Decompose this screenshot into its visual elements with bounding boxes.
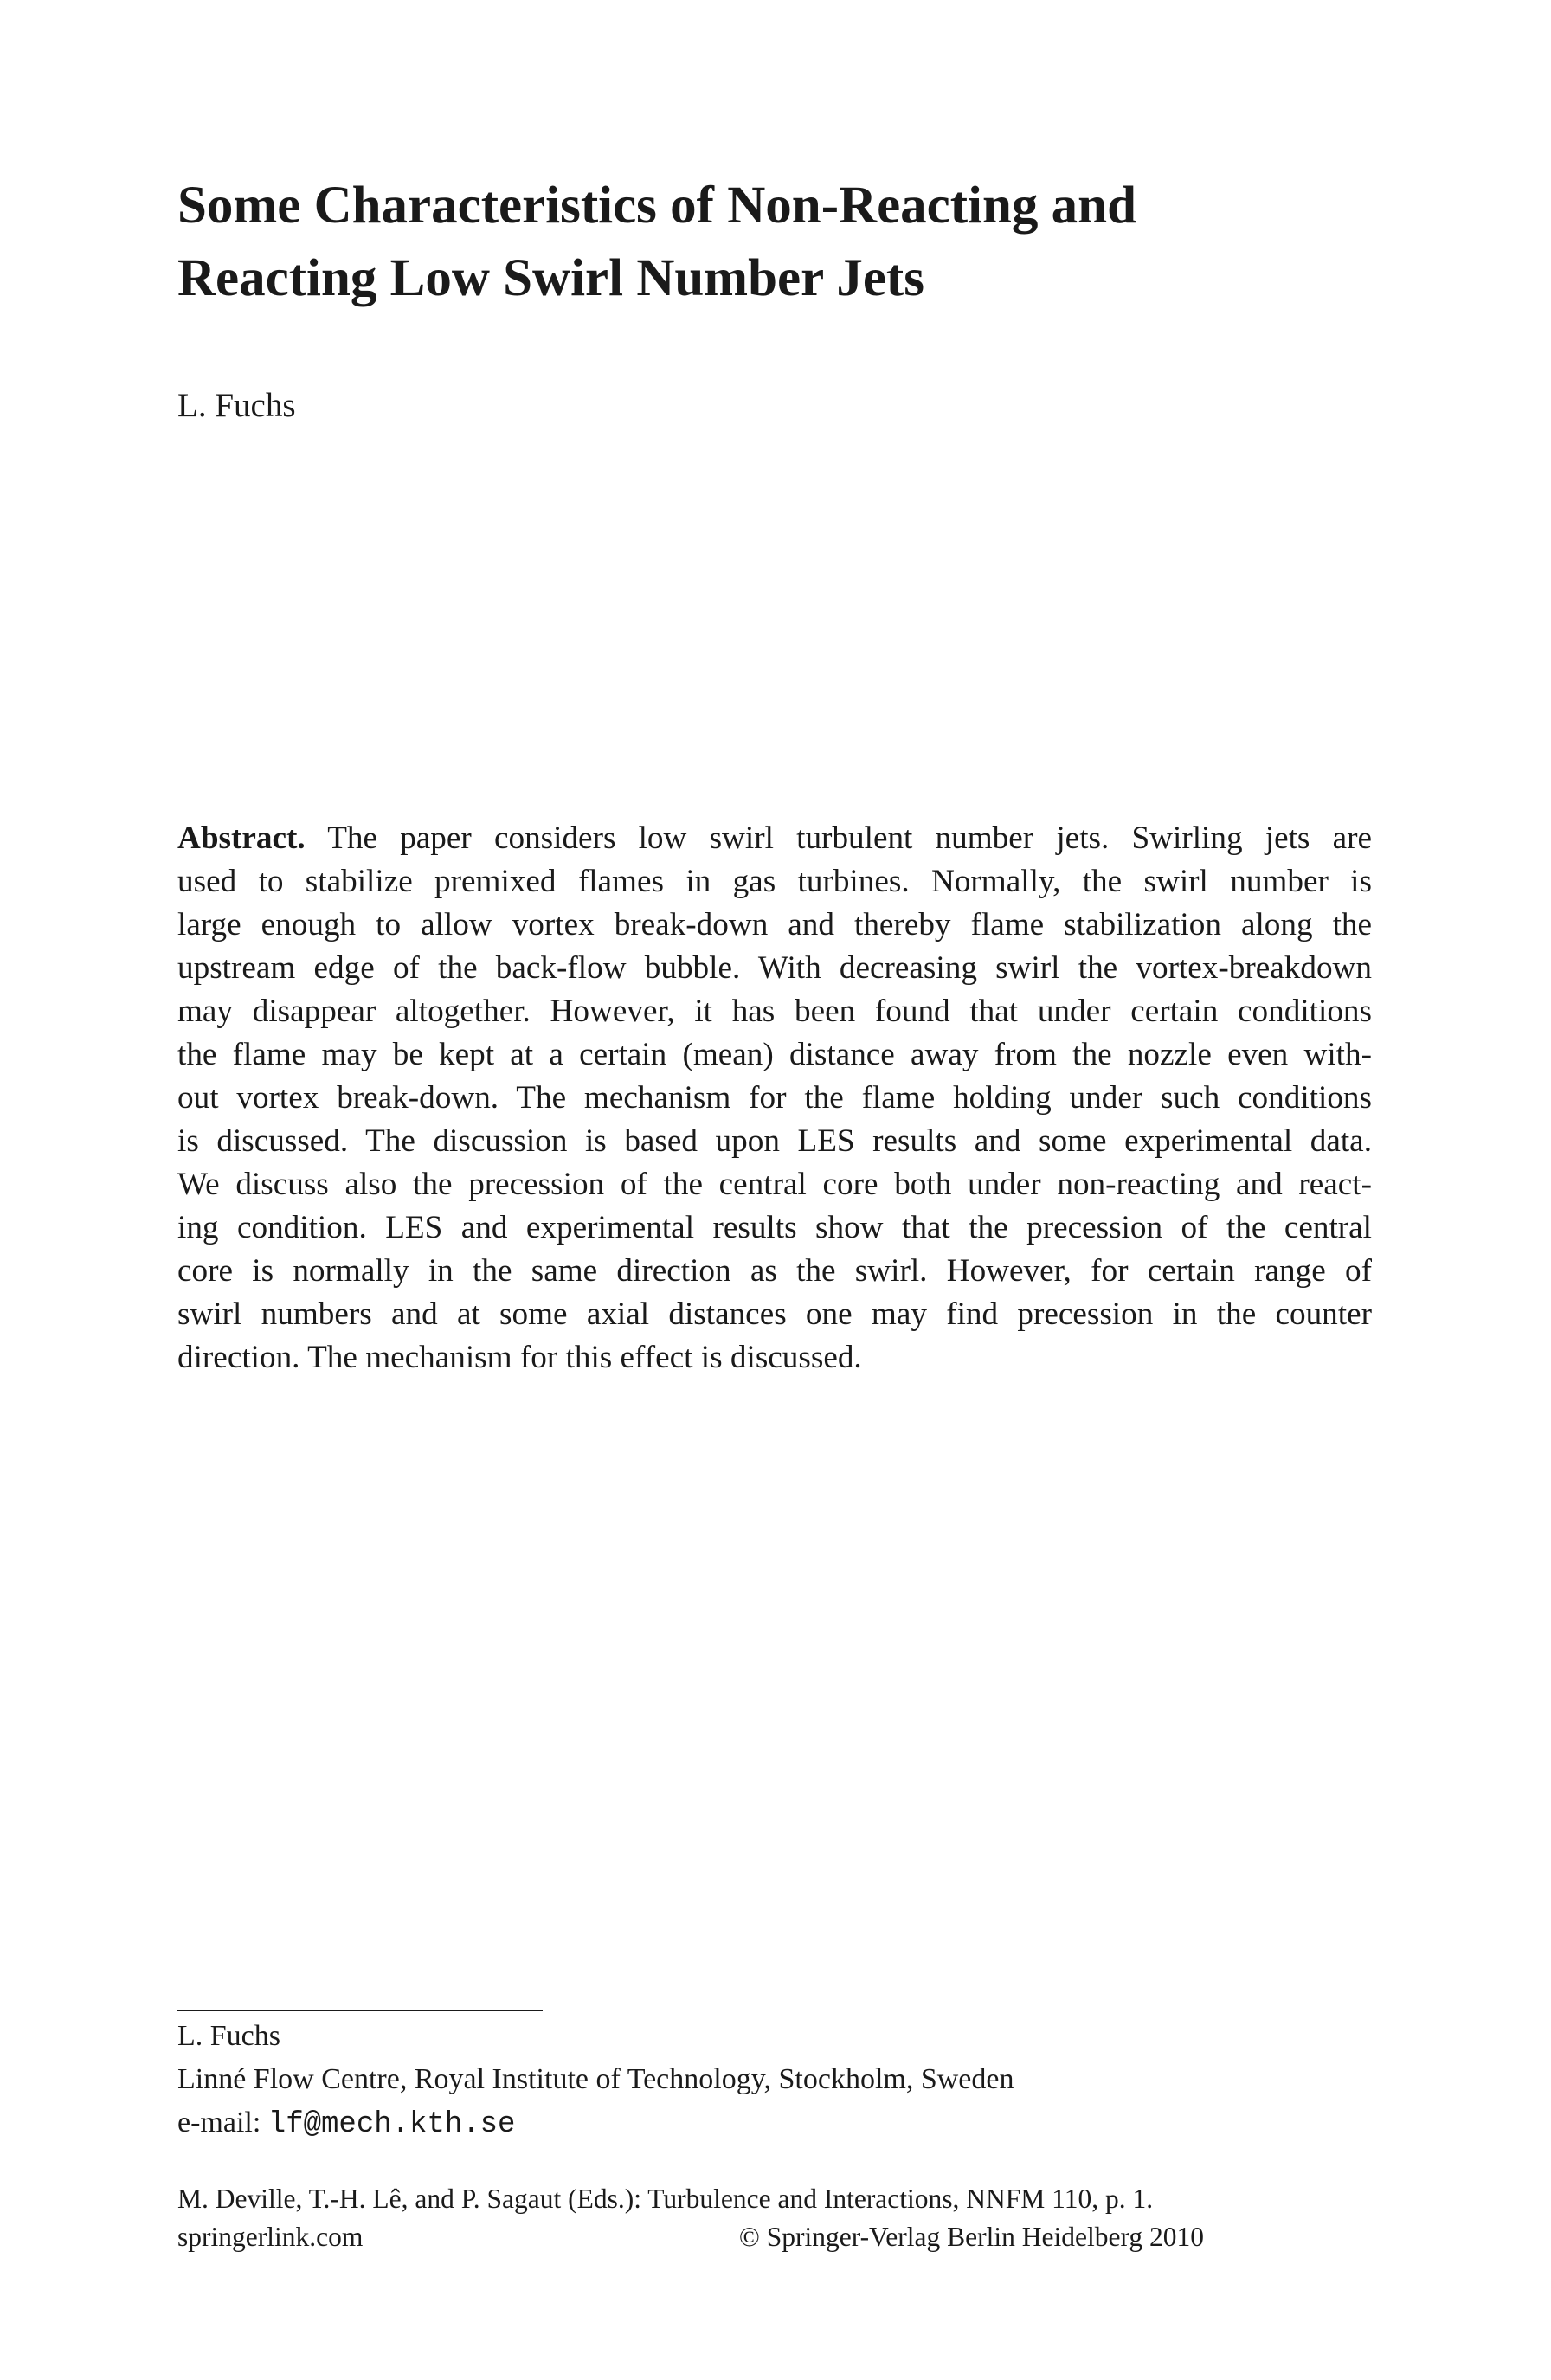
email-label: e-mail:	[177, 2107, 268, 2139]
abstract-line: used to stabilize premixed flames in gas turbines. Normally, the swirl number is	[177, 864, 1372, 899]
abstract-line: We discuss also the precession of the central core both under non-reacting and react-	[177, 1167, 1372, 1202]
abstract-line-text: The paper considers low swirl turbulent number jets. Swirling jets are	[305, 820, 1372, 856]
footnote-divider	[177, 2010, 543, 2011]
publisher-row	[177, 2218, 1204, 2256]
abstract-line: direction. The mechanism for this effect is discussed.	[177, 1340, 862, 1375]
publisher-website: springerlink.com	[177, 2222, 364, 2252]
title-line-2: Reacting Low Swirl Number Jets	[177, 249, 924, 307]
abstract-line: may disappear altogether. However, it has been found that under certain conditions	[177, 994, 1372, 1029]
abstract-line: core is normally in the same direction as the swirl. However, for certain range of	[177, 1253, 1372, 1289]
abstract-line: large enough to allow vortex break-down and thereby flame stabilization along the	[177, 907, 1372, 942]
title-line-1: Some Characteristics of Non-Reacting and	[177, 177, 1137, 235]
abstract	[177, 817, 1372, 1380]
abstract-heading: Abstract.	[177, 820, 306, 856]
abstract-line: is discussed. The discussion is based upon LES results and some experimental data.	[177, 1123, 1372, 1159]
abstract-line: upstream edge of the back-flow bubble. With decreasing swirl the vortex-breakdown	[177, 950, 1372, 986]
footnote-email-row	[177, 2101, 1014, 2145]
email-address: lf@mech.kth.se	[267, 2108, 516, 2141]
footnote-affiliation: Linné Flow Centre, Royal Institute of Technology, Stockholm, Sweden	[177, 2063, 1014, 2095]
abstract-line: the flame may be kept at a certain (mean) distance away from the nozzle even with-	[177, 1037, 1372, 1072]
footnote-author-name: L. Fuchs	[177, 2020, 280, 2052]
author-name: L. Fuchs	[177, 387, 296, 424]
citation-row	[177, 2180, 1204, 2218]
abstract-line: ing condition. LES and experimental results show that the precession of the central	[177, 1210, 1372, 1245]
copyright-notice: © Springer-Verlag Berlin Heidelberg 2010	[738, 2222, 1204, 2252]
paper-title	[177, 170, 1406, 315]
author-footnote	[177, 2015, 1014, 2145]
citation-text: M. Deville, T.-H. Lê, and P. Sagaut (Eds.): Turbulence and Interactions, NNFM 110, p. 1.	[177, 2184, 1154, 2214]
bibliographic-info	[177, 2180, 1204, 2256]
abstract-line	[177, 817, 1372, 860]
abstract-line: swirl numbers and at some axial distances one may find precession in the counter	[177, 1296, 1372, 1332]
abstract-line: out vortex break-down. The mechanism for the flame holding under such conditions	[177, 1080, 1372, 1116]
